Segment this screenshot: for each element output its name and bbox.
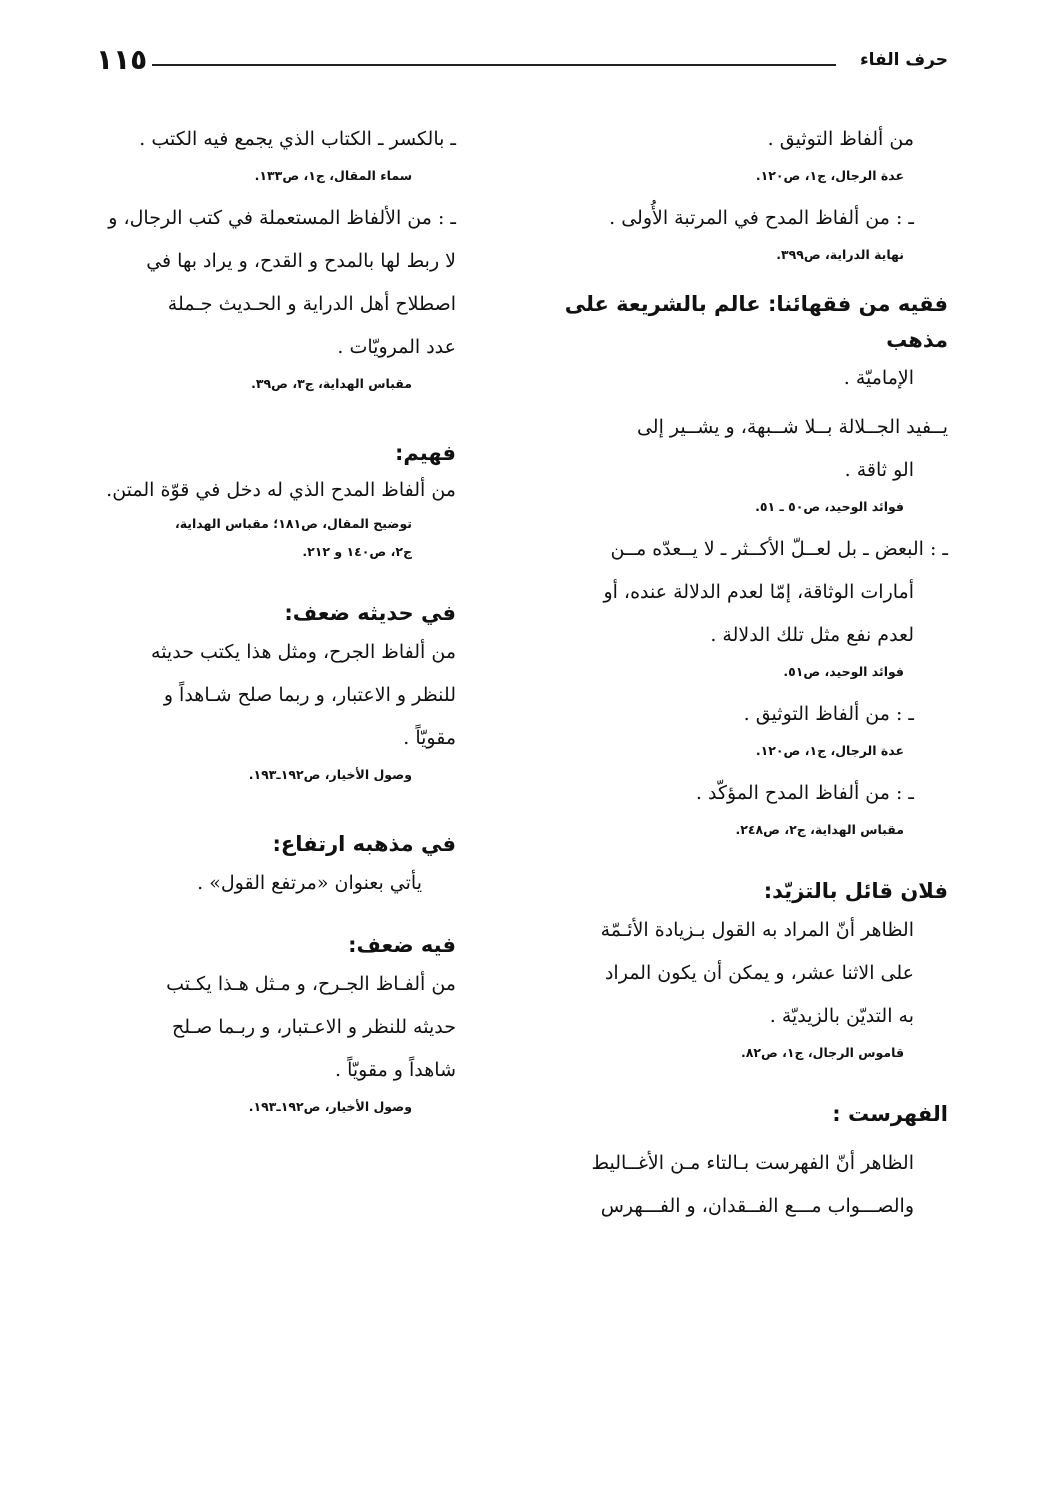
entry-text: شاهداً و مقويّاً .	[335, 1059, 456, 1081]
entry-text: من ألفاظ المدح الذي له دخل في قوّة المتن.	[106, 479, 456, 501]
source-citation: فوائد الوحيد، ص٥١.	[783, 664, 904, 679]
source-citation: عدة الرجال، ج١، ص١٢٠.	[755, 168, 904, 183]
entry-heading: في مذهبه ارتفاع:	[272, 832, 456, 856]
entry-text: به التديّن بالزيديّة .	[769, 1005, 914, 1027]
source-citation: مقباس الهداية، ج٣، ص٣٩.	[251, 376, 412, 391]
entry-heading-continuation: الإماميّة .	[843, 367, 914, 389]
page-number: ١١٥	[96, 43, 148, 76]
source-citation: نهاية الدراية، ص٣٩٩.	[776, 247, 904, 262]
entry-heading: في حديثه ضعف:	[284, 601, 456, 625]
source-citation: مقباس الهداية، ج٢، ص٢٤٨.	[735, 822, 904, 837]
entry-heading: فهيم:	[394, 441, 456, 465]
source-citation: سماء المقال، ج١، ص١٣٣.	[254, 168, 412, 183]
left-column	[96, 118, 456, 1128]
entry-text: ـ بالكسر ـ الكتاب الذي يجمع فيه الكتب .	[139, 128, 456, 150]
source-citation: ج٢، ص١٤٠ و ٢١٢.	[302, 544, 412, 559]
entry-text: ـ : من ألفاظ المدح المؤكّد .	[695, 782, 914, 804]
entry-text: لا ربط لها بالمدح و القدح، و يراد بها في	[146, 250, 456, 272]
source-citation: فوائد الوحيد، ص٥٠ ـ ٥١.	[755, 499, 904, 514]
entry-text: ـ : من الألفاظ المستعملة في كتب الرجال، و	[108, 207, 456, 229]
entry-text: عدد المرويّات .	[337, 336, 456, 358]
entry-text: مقويّاً .	[403, 727, 456, 749]
entry-text: الظاهر أنّ الفهرست بـالتاء مـن الأغــاليط	[591, 1152, 914, 1174]
entry-text: الظاهر أنّ المراد به القول بـزيادة الأئـمّة	[600, 919, 914, 941]
entry-heading: فلان قائل بالتزيّد:	[763, 879, 948, 903]
entry-text: ـ : من ألفاظ المدح في المرتبة الأُولى .	[609, 207, 914, 229]
right-column	[556, 118, 948, 1228]
entry-text: والصـــواب مـــع الفــقدان، و الفـــهرس	[600, 1195, 914, 1217]
page-header	[96, 44, 948, 84]
entry-text: أمارات الوثاقة، إمّا لعدم الدلالة عنده، أو	[603, 581, 914, 603]
entry-text: ـ : من ألفاظ التوثيق .	[743, 703, 914, 725]
entry-text: من ألفـاظ الجـرح، و مـثل هـذا يكـتب	[166, 973, 456, 995]
entry-heading: فقيه من فقهائنا: عالم بالشريعة على مذهب	[564, 292, 948, 352]
entry-text: ـ : البعض ـ بل لعــلّ الأكــثر ـ لا يــعدّه مــن	[610, 538, 948, 560]
entry-text: على الاثنا عشر، و يمكن أن يكون المراد	[604, 962, 914, 984]
chapter-title: حرف الفاء	[859, 50, 948, 70]
entry-heading: فيه ضعف:	[348, 933, 456, 957]
entry-text: الو ثاقة .	[844, 459, 914, 481]
entry-text: اصطلاح أهل الدراية و الحـديث جـملة	[167, 293, 456, 315]
entry-text: يأتي بعنوان «مرتفع القول» .	[197, 872, 422, 894]
source-citation: توضيح المقال، ص١٨١؛ مقباس الهداية،	[174, 516, 412, 531]
entry-text: للنظر و الاعتبار، و ربما صلح شـاهداً و	[163, 684, 456, 706]
source-citation: وصول الأخيار، ص١٩٢ـ١٩٣.	[248, 767, 412, 782]
entry-text: من ألفاظ الجرح، ومثل هذا يكتب حديثه	[151, 641, 456, 663]
source-citation: عدة الرجال، ج١، ص١٢٠.	[755, 743, 904, 758]
entry-text: لعدم نفع مثل تلك الدلالة .	[710, 624, 914, 646]
entry-heading: الفهرست :	[832, 1102, 948, 1126]
source-citation: قاموس الرجال، ج١، ص٨٢.	[740, 1045, 904, 1060]
entry-text: يــفيد الجــلالة بــلا شــبهة، و يشــير إلى	[636, 416, 948, 438]
entry-text: حديثه للنظر و الاعـتبار، و ربـما صـلح	[171, 1016, 456, 1038]
entry-text: من ألفاظ التوثيق .	[767, 128, 914, 150]
source-citation: وصول الأخيار، ص١٩٢ـ١٩٣.	[248, 1099, 412, 1114]
header-rule	[152, 64, 836, 66]
